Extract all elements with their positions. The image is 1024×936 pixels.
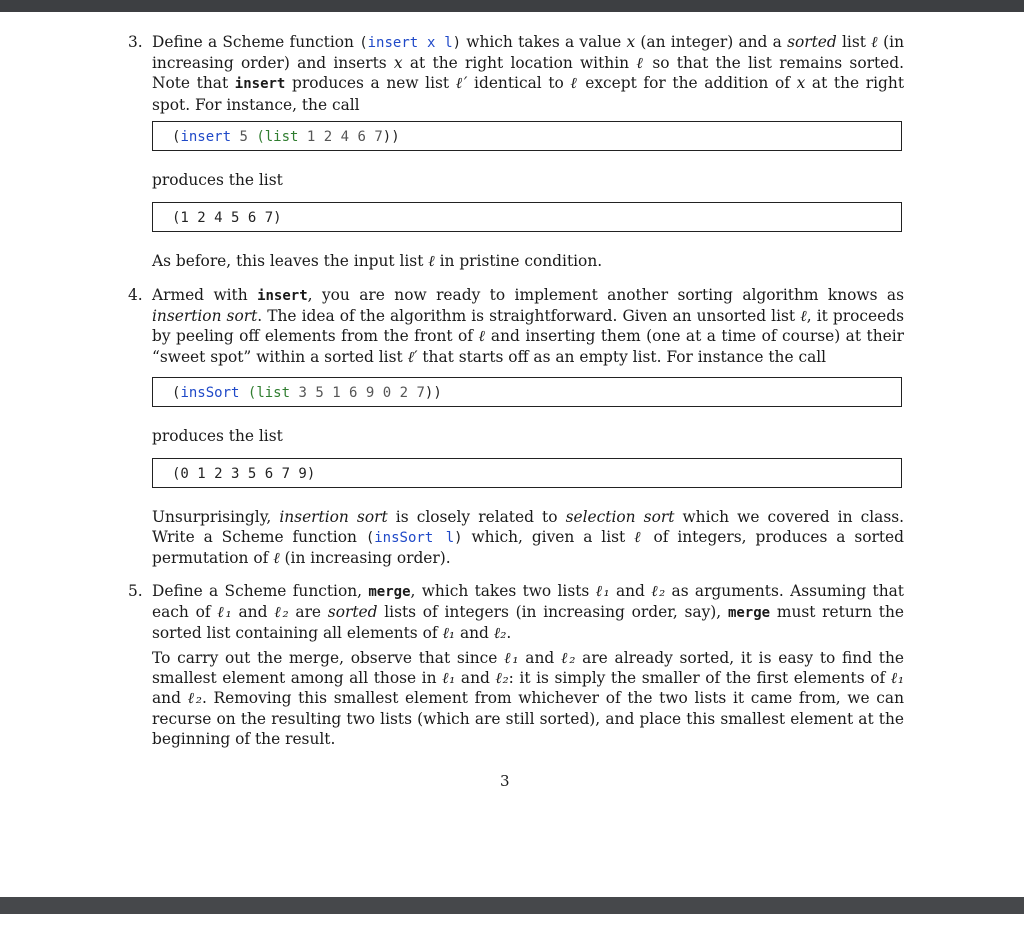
exercise-4-number: 4. [128, 286, 143, 304]
as-before-text: As before, this leaves the input list ℓ in pristine condition. [152, 252, 603, 270]
document-page [0, 12, 1024, 897]
exercise-3-number: 3. [128, 33, 143, 51]
exercise-3-text: Define a Scheme function (insert x l) which takes a value x (an integer) and a sorted list ℓ (in increasing order) and inserts x at the right location within ℓ so that the list remains sorted. Note that insert produces a new list ℓ′ identical to ℓ except for the addition of x at the right spot. For instance, the call [152, 33, 905, 114]
produces-text-1: produces the list [152, 171, 283, 189]
page-number: 3 [500, 772, 510, 790]
exercise-5-number: 5. [128, 582, 143, 600]
code-box-inssort-call: (insSort (list 3 5 1 6 9 0 2 7)) [152, 377, 902, 407]
unsurprisingly-text: Unsurprisingly, insertion sort is closely related to selection sort which we covered in class. Write a Scheme function (insSort l) which, given a list ℓ of integers, produces a sorted permutation of ℓ (in increasing order). [152, 508, 905, 568]
merge-explanation-text: To carry out the merge, observe that since ℓ₁ and ℓ₂ are already sorted, it is easy to find the smallest element among all those in ℓ₁ and ℓ₂: it is simply the smaller of the first elements of ℓ₁ and ℓ₂. Removing this smallest element from whichever of the two lists it came from, we can recurse on the resulting two lists (which are still sorted), and place this smallest element at the beginning of the result. [152, 649, 904, 748]
exercise-4-text: Armed with insert, you are now ready to implement another sorting algorithm knows as insertion sort. The idea of the algorithm is straightforward. Given an unsorted list ℓ, it proceeds by peeling off elements from the front of ℓ and inserting them (one at a time of course) at their “sweet spot” within a sorted list ℓ′ that starts off as an empty list. For instance the call [152, 286, 904, 366]
viewer-top-bar [0, 0, 1024, 12]
exercise-5-text: Define a Scheme function, merge, which takes two lists ℓ₁ and ℓ₂ as arguments. Assuming that each of ℓ₁ and ℓ₂ are sorted lists of integers (in increasing order, say), merge must return the sorted list containing all elements of ℓ₁ and ℓ₂. [152, 582, 904, 643]
code-box-insert-result: (1 2 4 5 6 7) [152, 202, 902, 232]
viewer-bottom-bar [0, 897, 1024, 914]
produces-text-2: produces the list [152, 427, 283, 445]
exercise-5 [128, 581, 904, 644]
code-box-insert-call: (insert 5 (list 1 2 4 6 7)) [152, 121, 902, 151]
exercise-3 [128, 32, 904, 115]
code-box-inssort-result: (0 1 2 3 5 6 7 9) [152, 458, 902, 488]
exercise-4 [128, 285, 904, 367]
